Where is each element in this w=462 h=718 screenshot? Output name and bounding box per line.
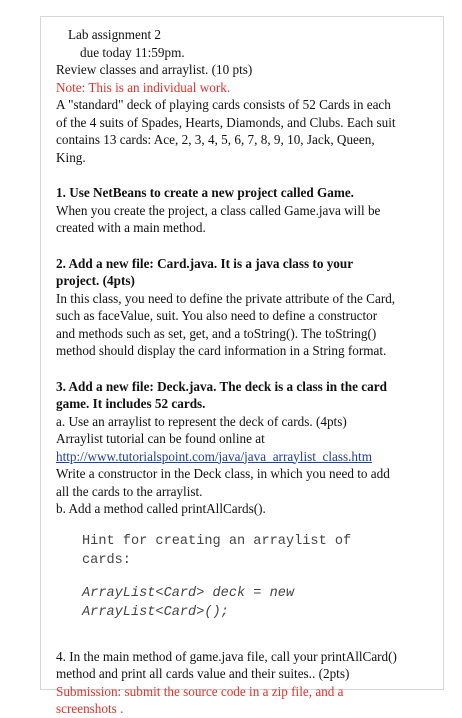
assignment-content [56,26,428,718]
step-1-line: When you create the project, a class called Game.java will be [56,202,381,218]
step-2-line: In this class, you need to define the private attribute of the Card, [56,290,396,306]
step-2-heading: 2. Add a new file: Card.java. It is a java class to your [56,255,354,271]
step-2 [56,255,428,360]
step-2-heading: project. (4pts) [56,273,135,288]
code-hint-text: Hint for creating an arraylist of [82,533,352,549]
code-hint-block [56,532,428,622]
step-4-line: 4. In the main method of game.java file, call your printAllCard() [56,648,397,664]
intro-line: King. [56,149,86,165]
arraylist-tutorial-link[interactable]: http://www.tutorialspoint.com/java/java_arraylist_class.htm [56,448,372,464]
step-3-line: all the cards to the arraylist. [56,483,203,499]
document-title: Lab assignment 2 [68,27,162,42]
step-1-heading: 1. Use NetBeans to create a new project called Game. [56,185,354,200]
intro-line: of the 4 suits of Spades, Hearts, Diamonds, and Clubs. Each suit [56,114,396,130]
step-1-line: created with a main method. [56,220,206,235]
step-4 [56,648,428,718]
code-snippet-line: ArrayList<Card>(); [82,604,229,620]
submission-line: Submission: submit the source code in a zip file, and a [56,683,344,699]
step-4-line: method and print all cards value and their suites.. (2pts) [56,666,350,681]
step-2-line: method should display the card information in a String format. [56,343,387,358]
due-date: due today 11:59pm. [80,44,185,60]
intro-line: A "standard" deck of playing cards consists of 52 Cards in each [56,97,391,112]
step-3-line: b. Add a method called printAllCards(). [56,501,266,516]
code-hint-text: cards: [82,552,131,568]
step-3-line: Write a constructor in the Deck class, in which you need to add [56,466,390,481]
note-line: Note: This is an individual work. [56,79,231,95]
step-3-heading: game. It includes 52 cards. [56,396,206,411]
step-3-line: Arraylist tutorial can be found online at [56,431,265,446]
step-1 [56,184,428,237]
intro-paragraph [56,96,428,166]
step-3 [56,378,428,518]
code-snippet-line: ArrayList<Card> deck = new [82,585,295,601]
review-line: Review classes and arraylist. (10 pts) [56,62,253,77]
step-3-line: a. Use an arraylist to represent the deck of cards. (4pts) [56,413,347,429]
step-3-heading: 3. Add a new file: Deck.java. The deck is a class in the card [56,378,387,394]
step-2-line: such as faceValue, suit. You also need to define a constructor [56,308,378,323]
step-2-line: and methods such as set, get, and a toString(). The toString() [56,325,377,341]
submission-line: screenshots . [56,701,124,716]
intro-line: contains 13 cards: Ace, 2, 3, 4, 5, 6, 7, 8, 9, 10, Jack, Queen, [56,132,375,147]
